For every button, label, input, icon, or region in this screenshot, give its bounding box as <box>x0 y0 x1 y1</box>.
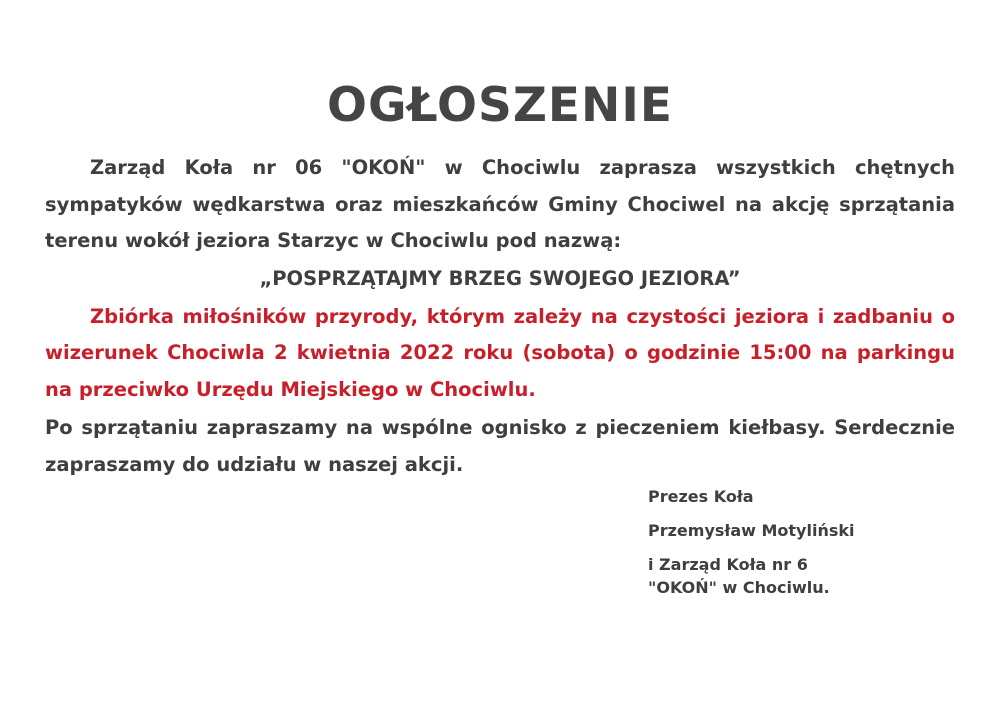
signature-title: Prezes Koła <box>648 487 754 506</box>
signature-name: Przemysław Motyliński <box>648 521 855 540</box>
event-slogan: „POSPRZĄTAJMY BRZEG SWOJEGO JEZIORA” <box>259 266 741 290</box>
signature-board: i Zarząd Koła nr 6 <box>648 555 808 574</box>
announcement-body <box>45 150 955 483</box>
meeting-details-paragraph: Zbiórka miłośników przyrody, którym zależy na czystości jeziora i zadbaniu o wizerunek Chociwla 2 kwietnia 2022 roku (sobota) o godzinie 15:00 na parkingu na przeciwko Urzędu Miejskiego w Chociwlu. <box>45 304 955 401</box>
invitation-paragraph: Zarząd Koła nr 06 "OKOŃ" w Chociwlu zaprasza wszystkich chętnych sympatyków wędkarstwa oraz mieszkańców Gminy Chociwel na akcję sprzątania terenu wokół jeziora Starzyc w Chociwlu pod nazwą: <box>45 156 955 252</box>
signature-club: "OKOŃ" w Chociwlu. <box>648 578 830 597</box>
page-title: OGŁOSZENIE <box>327 78 673 133</box>
signature-block <box>648 488 855 596</box>
closing-paragraph: Po sprzątaniu zapraszamy na wspólne ognisko z pieczeniem kiełbasy. Serdecznie zapraszamy do udziału w naszej akcji. <box>45 416 955 476</box>
